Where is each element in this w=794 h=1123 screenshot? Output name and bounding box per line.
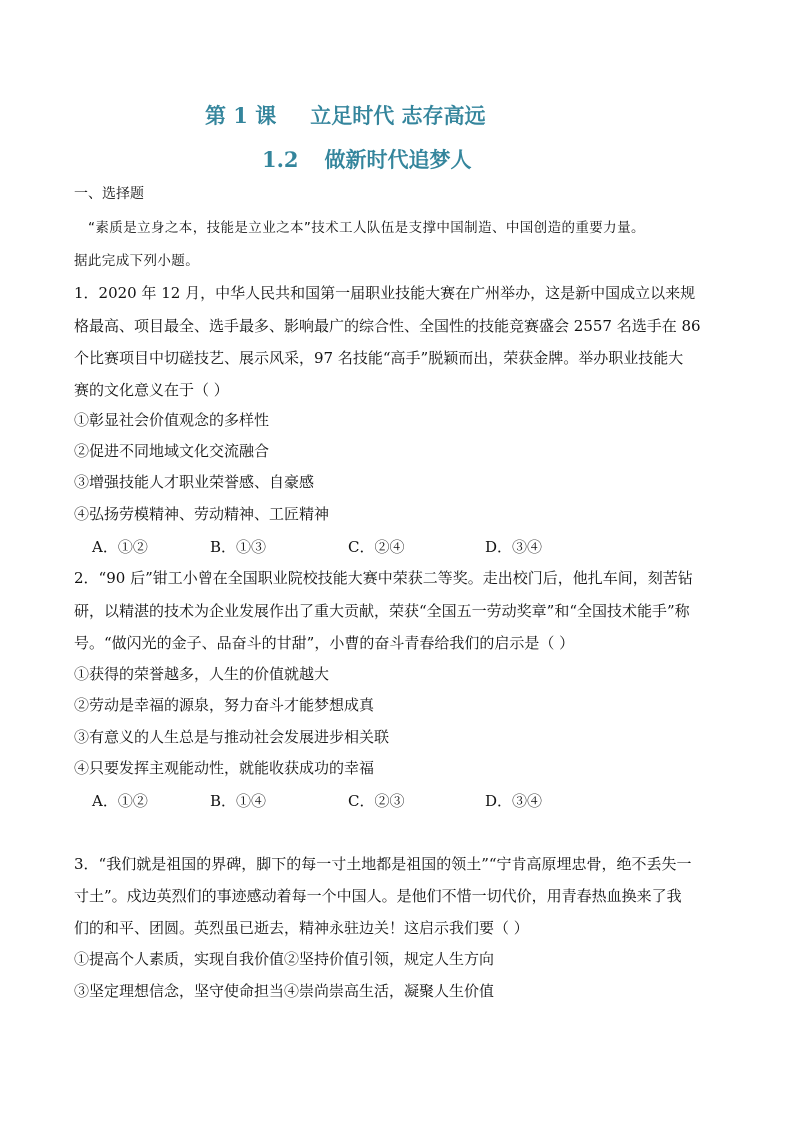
option-b[interactable]: B．①④ bbox=[210, 792, 267, 810]
question-2-statement: ①获得的荣誉越多，人生的价值就越大 bbox=[74, 665, 330, 683]
question-1-statement: ④弘扬劳模精神、劳动精神、工匠精神 bbox=[74, 505, 330, 523]
question-3-text: 寸土”。戍边英烈们的事迹感动着每一个中国人。是他们不惜一切代价，用青春热血换来了我 bbox=[74, 887, 682, 905]
question-2-statement: ②劳动是幸福的源泉，努力奋斗才能梦想成真 bbox=[74, 696, 375, 714]
section-heading: 一、选择题 bbox=[74, 186, 144, 202]
question-2-text: 号。“做闪光的金子、品奋斗的甘甜”，小曹的奋斗青春给我们的启示是（ ） bbox=[74, 634, 575, 652]
question-3-statement: ③坚定理想信念，坚守使命担当④崇尚崇高生活，凝聚人生价值 bbox=[74, 982, 495, 1000]
question-3-text: 们的和平、团圆。英烈虽已逝去，精神永驻边关！这启示我们要（ ） bbox=[74, 919, 529, 937]
question-2-text: 研，以精湛的技术为企业发展作出了重大贡献，荣获“全国五一劳动奖章”和“全国技术能手”称 bbox=[74, 602, 690, 620]
option-d[interactable]: D．③④ bbox=[485, 538, 543, 556]
intro-line: 据此完成下列小题。 bbox=[74, 253, 200, 269]
question-1-statement: ①彰显社会价值观念的多样性 bbox=[74, 411, 270, 429]
option-b[interactable]: B．①③ bbox=[210, 538, 267, 556]
question-1-text: 格最高、项目最全、选手最多、影响最广的综合性、全国性的技能竞赛盛会 2557 名选手在 86 bbox=[74, 317, 701, 335]
option-c[interactable]: C．②④ bbox=[348, 538, 405, 556]
intro-line: “素质是立身之本，技能是立业之本”技术工人队伍是支撑中国制造、中国创造的重要力量。 bbox=[88, 220, 645, 236]
question-2-statement: ③有意义的人生总是与推动社会发展进步相关联 bbox=[74, 728, 390, 746]
option-a[interactable]: A．①② bbox=[92, 538, 148, 556]
question-1-text: 赛的文化意义在于（ ） bbox=[74, 381, 229, 399]
question-1-statement: ②促进不同地域文化交流融合 bbox=[74, 442, 270, 460]
question-1-text: 1．2020 年 12 月，中华人民共和国第一届职业技能大赛在广州举办，这是新中国成立以来规 bbox=[74, 284, 696, 302]
section-title bbox=[262, 144, 472, 174]
lesson-title-text: 立足时代 志存高远 bbox=[310, 103, 486, 128]
option-d[interactable]: D．③④ bbox=[485, 792, 543, 810]
question-3-statement: ①提高个人素质，实现自我价值②坚持价值引领，规定人生方向 bbox=[74, 950, 495, 968]
section-title-text: 做新时代追梦人 bbox=[324, 147, 472, 172]
question-1-statement: ③增强技能人才职业荣誉感、自豪感 bbox=[74, 473, 315, 491]
question-2-text: 2．“90 后”钳工小曾在全国职业院校技能大赛中荣获二等奖。走出校门后，他扎车间，刻苦钻 bbox=[74, 569, 693, 587]
lesson-number: 第 1 课 bbox=[205, 103, 277, 128]
option-a[interactable]: A．①② bbox=[92, 792, 148, 810]
lesson-title bbox=[205, 100, 486, 130]
question-1-text: 个比赛项目中切磋技艺、展示风采，97 名技能“高手”脱颖而出，荣获金牌。举办职业技能大 bbox=[74, 349, 684, 367]
option-c[interactable]: C．②③ bbox=[348, 792, 405, 810]
question-3-text: 3．“我们就是祖国的界碑，脚下的每一寸土地都是祖国的领土”“宁肯高原埋忠骨，绝不丢失一 bbox=[74, 855, 692, 873]
question-2-statement: ④只要发挥主观能动性，就能收获成功的幸福 bbox=[74, 759, 375, 777]
section-number: 1.2 bbox=[262, 147, 299, 172]
